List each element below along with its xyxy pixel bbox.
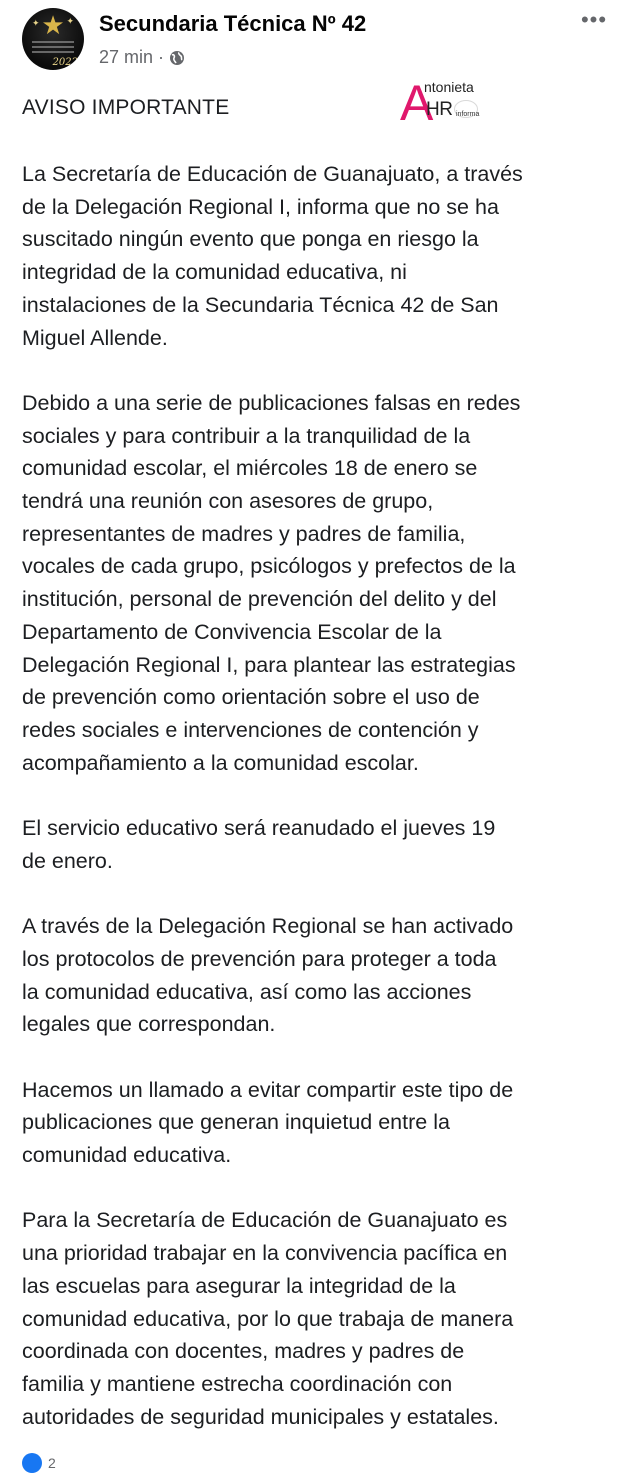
post-header (22, 6, 612, 76)
reaction-count[interactable]: 2 (48, 1455, 56, 1471)
watermark-letter: A (400, 75, 434, 131)
post-timestamp[interactable]: 27 min (99, 47, 154, 67)
watermark-logo (400, 75, 510, 131)
star-icon: ★ (41, 10, 65, 40)
watermark-name: ntonieta (424, 79, 474, 95)
paragraph-6: Para la Secretaría de Educación de Guanajuato es una prioridad trabajar en la convivencia pacífica en las escuelas para asegurar la integridad de la comunidad educativa, por lo que trabaja de manera coordinada con docentes, madres y padres de familia y mantiene estrecha coordinación con autoridades de seguridad municipales y estatales. (22, 1208, 514, 1429)
notice-row (22, 75, 612, 131)
page-name-link[interactable]: Secundaria Técnica Nº 42 (99, 11, 367, 36)
paragraph-2: Debido a una serie de publicaciones falsas en redes sociales y para contribuir a la tranquilidad de la comunidad escolar, el miércoles 18 de enero se tendrá una reunión con asesores de grupo, representantes de madres y padres de familia, vocales de cada grupo, psicólogos y prefectos de la institución, personal de prevención del delito y del Departamento de Convivencia Escolar de la Delegación Regional I, para plantear las estrategias de prevención como orientación sobre el uso de redes sociales e intervenciones de contención y acompañamiento a la comunidad escolar. (22, 390, 521, 775)
meta-separator: · (158, 47, 165, 67)
post-body (22, 158, 616, 1466)
reactions-bar[interactable] (22, 1453, 56, 1471)
more-options-icon[interactable]: ••• (580, 7, 608, 32)
paragraph-1: La Secretaría de Educación de Guanajuato, a través de la Delegación Regional I, informa que no se ha suscitado ningún evento que ponga en riesgo la integridad de la comunidad educativa, ni instalaciones de la Secundaria Técnica 42 de San Miguel Allende. (22, 162, 523, 350)
watermark-hr: HR (426, 99, 453, 120)
page-avatar[interactable] (22, 8, 84, 70)
paragraph-5: Hacemos un llamado a evitar compartir este tipo de publicaciones que generan inquietud entre la comunidad educativa. (22, 1077, 514, 1168)
paragraph-3: El servicio educativo será reanudado el jueves 19 de enero. (22, 816, 496, 873)
globe-icon[interactable] (169, 50, 185, 66)
avatar-year: 2022 (52, 57, 78, 68)
sparkle-icon: ✦ (66, 16, 74, 26)
watermark-informa: informa (456, 111, 480, 118)
notice-title: AVISO IMPORTANTE (22, 96, 230, 119)
sparkle-icon: ✦ (32, 18, 40, 28)
paragraph-4: A través de la Delegación Regional se han activado los protocolos de prevención para proteger a toda la comunidad educativa, así como las acciones legales que correspondan. (22, 914, 514, 1037)
post-meta (99, 47, 185, 68)
avatar-text-lines (32, 41, 74, 56)
like-icon[interactable] (22, 1453, 42, 1473)
